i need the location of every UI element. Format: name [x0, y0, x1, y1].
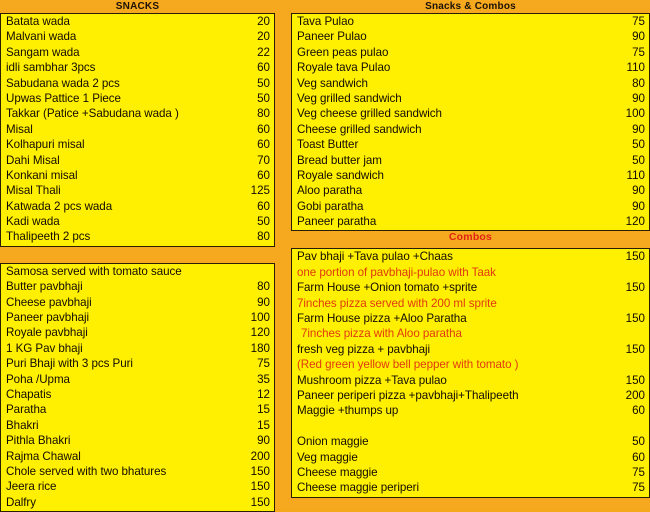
snacks-combos-item-list — [291, 13, 650, 231]
menu-row — [1, 92, 274, 107]
menu-item-note: one portion of pavbhaji-pulao with Taak — [297, 265, 496, 279]
menu-row — [292, 184, 649, 199]
menu-item-price: 15 — [257, 403, 270, 417]
menu-item-name: Misal — [6, 122, 33, 136]
menu-item-name: Cheese maggie periperi — [297, 481, 419, 495]
menu-item-price: 90 — [632, 184, 645, 198]
menu-item-price: 75 — [632, 481, 645, 495]
menu-item-price: 80 — [257, 107, 270, 121]
menu-row — [292, 61, 649, 76]
menu-row — [1, 326, 274, 341]
menu-item-name: Bhakri — [6, 418, 39, 432]
menu-row — [1, 107, 274, 122]
menu-item-note: 7inches pizza served with 200 ml sprite — [297, 296, 497, 310]
menu-item-price: 20 — [257, 30, 270, 44]
menu-row — [292, 312, 649, 327]
menu-item-name: fresh veg pizza + pavbhaji — [297, 342, 431, 356]
menu-row — [292, 107, 649, 122]
menu-row — [292, 200, 649, 215]
snacks-item-list — [0, 13, 275, 247]
menu-item-price: 75 — [257, 357, 270, 371]
menu-row — [1, 15, 274, 30]
menu-row — [292, 169, 649, 184]
menu-row — [292, 92, 649, 107]
menu-row — [292, 266, 649, 281]
menu-item-name: Katwada 2 pcs wada — [6, 199, 113, 213]
menu-item-price: 50 — [257, 76, 270, 90]
menu-item-name: Paneer Pulao — [297, 30, 367, 44]
menu-row — [1, 154, 274, 169]
menu-item-name: Veg sandwich — [297, 76, 368, 90]
menu-row — [292, 215, 649, 230]
menu-item-name: Royale pavbhaji — [6, 326, 88, 340]
menu-item-price: 80 — [257, 230, 270, 244]
menu-item-price: 150 — [250, 480, 270, 494]
menu-item-name: Batata wada — [6, 15, 70, 28]
menu-item-name: Chole served with two bhatures — [6, 464, 167, 478]
menu-row — [1, 265, 274, 280]
menu-item-price: 200 — [250, 449, 270, 463]
menu-item-name: Cheese maggie — [297, 465, 378, 479]
menu-row — [292, 46, 649, 61]
menu-row — [1, 419, 274, 434]
menu-item-price: 12 — [257, 387, 270, 401]
menu-item-price: 120 — [625, 215, 645, 229]
menu-item-name: Misal Thali — [6, 184, 61, 198]
menu-row — [1, 230, 274, 245]
menu-item-price: 60 — [632, 404, 645, 418]
menu-row — [1, 46, 274, 61]
menu-row — [1, 403, 274, 418]
menu-row — [292, 250, 649, 265]
menu-item-price: 60 — [257, 199, 270, 213]
menu-row — [292, 297, 649, 312]
combos-item-list — [291, 248, 650, 497]
menu-item-price: 50 — [632, 138, 645, 152]
menu-item-name: Royale tava Pulao — [297, 61, 391, 75]
menu-row — [1, 465, 274, 480]
menu-item-name: Farm House +Onion tomato +sprite — [297, 281, 478, 295]
menu-column-right — [291, 0, 650, 509]
menu-item-name: Butter pavbhaji — [6, 280, 83, 294]
section-header-combos: Combos — [291, 231, 650, 244]
menu-item-name: Sabudana wada 2 pcs — [6, 76, 120, 90]
menu-row — [292, 123, 649, 138]
menu-item-price: 60 — [257, 122, 270, 136]
menu-item-name: Bread butter jam — [297, 153, 382, 167]
menu-item-price: 80 — [632, 76, 645, 90]
menu-item-price: 150 — [625, 312, 645, 326]
menu-item-price: 110 — [626, 168, 645, 182]
menu-row — [292, 451, 649, 466]
column-left-divider — [0, 247, 275, 263]
menu-row — [1, 450, 274, 465]
menu-item-price: 100 — [250, 311, 270, 325]
menu-item-name: Takkar (Patice +Sabudana wada ) — [6, 107, 179, 121]
menu-row — [292, 138, 649, 153]
menu-item-price: 75 — [632, 45, 645, 59]
menu-item-name: Farm House pizza +Aloo Paratha — [297, 312, 467, 326]
menu-item-name: Poha /Upma — [6, 372, 70, 386]
menu-item-price: 60 — [257, 138, 270, 152]
menu-item-name: Mushroom pizza +Tava pulao — [297, 373, 447, 387]
menu-item-price: 180 — [250, 341, 270, 355]
menu-item-name: Dahi Misal — [6, 153, 60, 167]
menu-row — [292, 435, 649, 450]
menu-row — [1, 280, 274, 295]
menu-row — [1, 77, 274, 92]
menu-item-name: Aloo paratha — [297, 184, 363, 198]
menu-item-price: 100 — [625, 107, 645, 121]
menu-row — [1, 200, 274, 215]
menu-item-name: Kolhapuri misal — [6, 138, 85, 152]
menu-item-name: Kadi wada — [6, 215, 60, 229]
section-header-snacks-combos: Snacks & Combos — [291, 0, 650, 13]
menu-row — [1, 357, 274, 372]
menu-row — [292, 466, 649, 481]
menu-row — [292, 154, 649, 169]
menu-item-price: 150 — [250, 464, 270, 478]
menu-item-name: Veg grilled sandwich — [297, 91, 402, 105]
menu-item-note: (Red green yellow bell pepper with tomato ) — [297, 358, 519, 372]
menu-row — [1, 123, 274, 138]
menu-row — [1, 30, 274, 45]
menu-item-price: 50 — [257, 91, 270, 105]
menu-item-name: Veg maggie — [297, 450, 358, 464]
menu-item-name: Sangam wada — [6, 45, 80, 59]
menu-row — [1, 184, 274, 199]
menu-row — [1, 434, 274, 449]
menu-item-price: 60 — [257, 61, 270, 75]
menu-item-price: 50 — [632, 435, 645, 449]
menu-item-price: 70 — [257, 153, 270, 167]
menu-row — [1, 311, 274, 326]
menu-row — [1, 138, 274, 153]
menu-row — [292, 481, 649, 496]
menu-item-name: Tava Pulao — [297, 15, 354, 28]
menu-item-name: Dalfry — [6, 495, 36, 509]
menu-row — [1, 388, 274, 403]
menu-row — [292, 358, 649, 373]
menu-item-name: Paneer pavbhaji — [6, 311, 90, 325]
menu-item-price: 75 — [632, 15, 645, 28]
menu-item-name: Cheese grilled sandwich — [297, 122, 422, 136]
menu-item-price: 75 — [632, 465, 645, 479]
menu-item-price: 15 — [257, 418, 270, 432]
menu-row — [292, 77, 649, 92]
menu-item-price: 90 — [632, 122, 645, 136]
section-header-snacks: SNACKS — [0, 0, 275, 13]
mains-item-list — [0, 263, 275, 512]
menu-item-price: 120 — [250, 326, 270, 340]
menu-row — [292, 281, 649, 296]
menu-item-price: 90 — [257, 295, 270, 309]
menu-item-name: Upwas Pattice 1 Piece — [6, 91, 121, 105]
menu-item-price: 150 — [250, 495, 270, 509]
menu-item-price: 150 — [625, 250, 645, 264]
menu-item-name: Paratha — [6, 403, 47, 417]
menu-row — [1, 342, 274, 357]
menu-item-price: 50 — [632, 153, 645, 167]
menu-row — [292, 30, 649, 45]
menu-item-name: Chapatis — [6, 387, 52, 401]
menu-item-name: Thalipeeth 2 pcs — [6, 230, 91, 244]
menu-item-name: Rajma Chawal — [6, 449, 81, 463]
menu-item-name: Onion maggie — [297, 435, 369, 449]
menu-row — [292, 389, 649, 404]
menu-row — [1, 296, 274, 311]
menu-row — [292, 404, 649, 419]
menu-item-price: 200 — [625, 388, 645, 402]
menu-item-name: Malvani wada — [6, 30, 77, 44]
menu-item-price: 90 — [257, 434, 270, 448]
menu-item-price: 80 — [257, 280, 270, 294]
menu-row — [1, 480, 274, 495]
menu-item-price: 90 — [632, 91, 645, 105]
menu-row — [292, 15, 649, 30]
menu-item-price: 90 — [632, 30, 645, 44]
menu-item-price: 110 — [626, 61, 645, 75]
menu-item-price: 60 — [257, 168, 270, 182]
menu-item-price: 90 — [632, 199, 645, 213]
menu-row-spacer — [292, 420, 649, 435]
menu-item-name: 1 KG Pav bhaji — [6, 341, 83, 355]
menu-column-left — [0, 0, 275, 509]
menu-item-name: Green peas pulao — [297, 45, 389, 59]
menu-item-name: Puri Bhaji with 3 pcs Puri — [6, 357, 133, 371]
menu-item-price: 150 — [625, 373, 645, 387]
menu-row — [1, 169, 274, 184]
menu-row — [292, 374, 649, 389]
menu-item-name: Paneer paratha — [297, 215, 377, 229]
menu-item-name: Maggie +thumps up — [297, 404, 399, 418]
menu-item-price: 150 — [625, 342, 645, 356]
menu-item-price: 125 — [250, 184, 270, 198]
menu-item-name: Samosa served with tomato sauce — [6, 264, 182, 278]
menu-item-name: Cheese pavbhaji — [6, 295, 92, 309]
menu-row — [292, 327, 649, 342]
menu-item-name: Konkani misal — [6, 168, 78, 182]
menu-item-note: 7inches pizza with Aloo paratha — [301, 327, 462, 341]
menu-item-price: 150 — [625, 281, 645, 295]
menu-item-name: Gobi paratha — [297, 199, 364, 213]
menu-row — [1, 61, 274, 76]
menu-item-name: Veg cheese grilled sandwich — [297, 107, 442, 121]
menu-item-name: Pav bhaji +Tava pulao +Chaas — [297, 250, 453, 264]
menu-item-name: Pithla Bhakri — [6, 434, 71, 448]
menu-item-price: 50 — [257, 215, 270, 229]
menu-item-name: Jeera rice — [6, 480, 57, 494]
menu-item-name: Toast Butter — [297, 138, 359, 152]
menu-row — [292, 343, 649, 358]
menu-item-price: 22 — [257, 45, 270, 59]
menu-item-name: idli sambhar 3pcs — [6, 61, 96, 75]
menu-item-price: 35 — [257, 372, 270, 386]
menu-item-name: Royale sandwich — [297, 168, 384, 182]
menu-row — [1, 373, 274, 388]
menu-item-price: 60 — [632, 450, 645, 464]
menu-item-name: Paneer periperi pizza +pavbhaji+Thalipeeth — [297, 388, 519, 402]
menu-row — [1, 215, 274, 230]
menu-item-price: 20 — [257, 15, 270, 28]
